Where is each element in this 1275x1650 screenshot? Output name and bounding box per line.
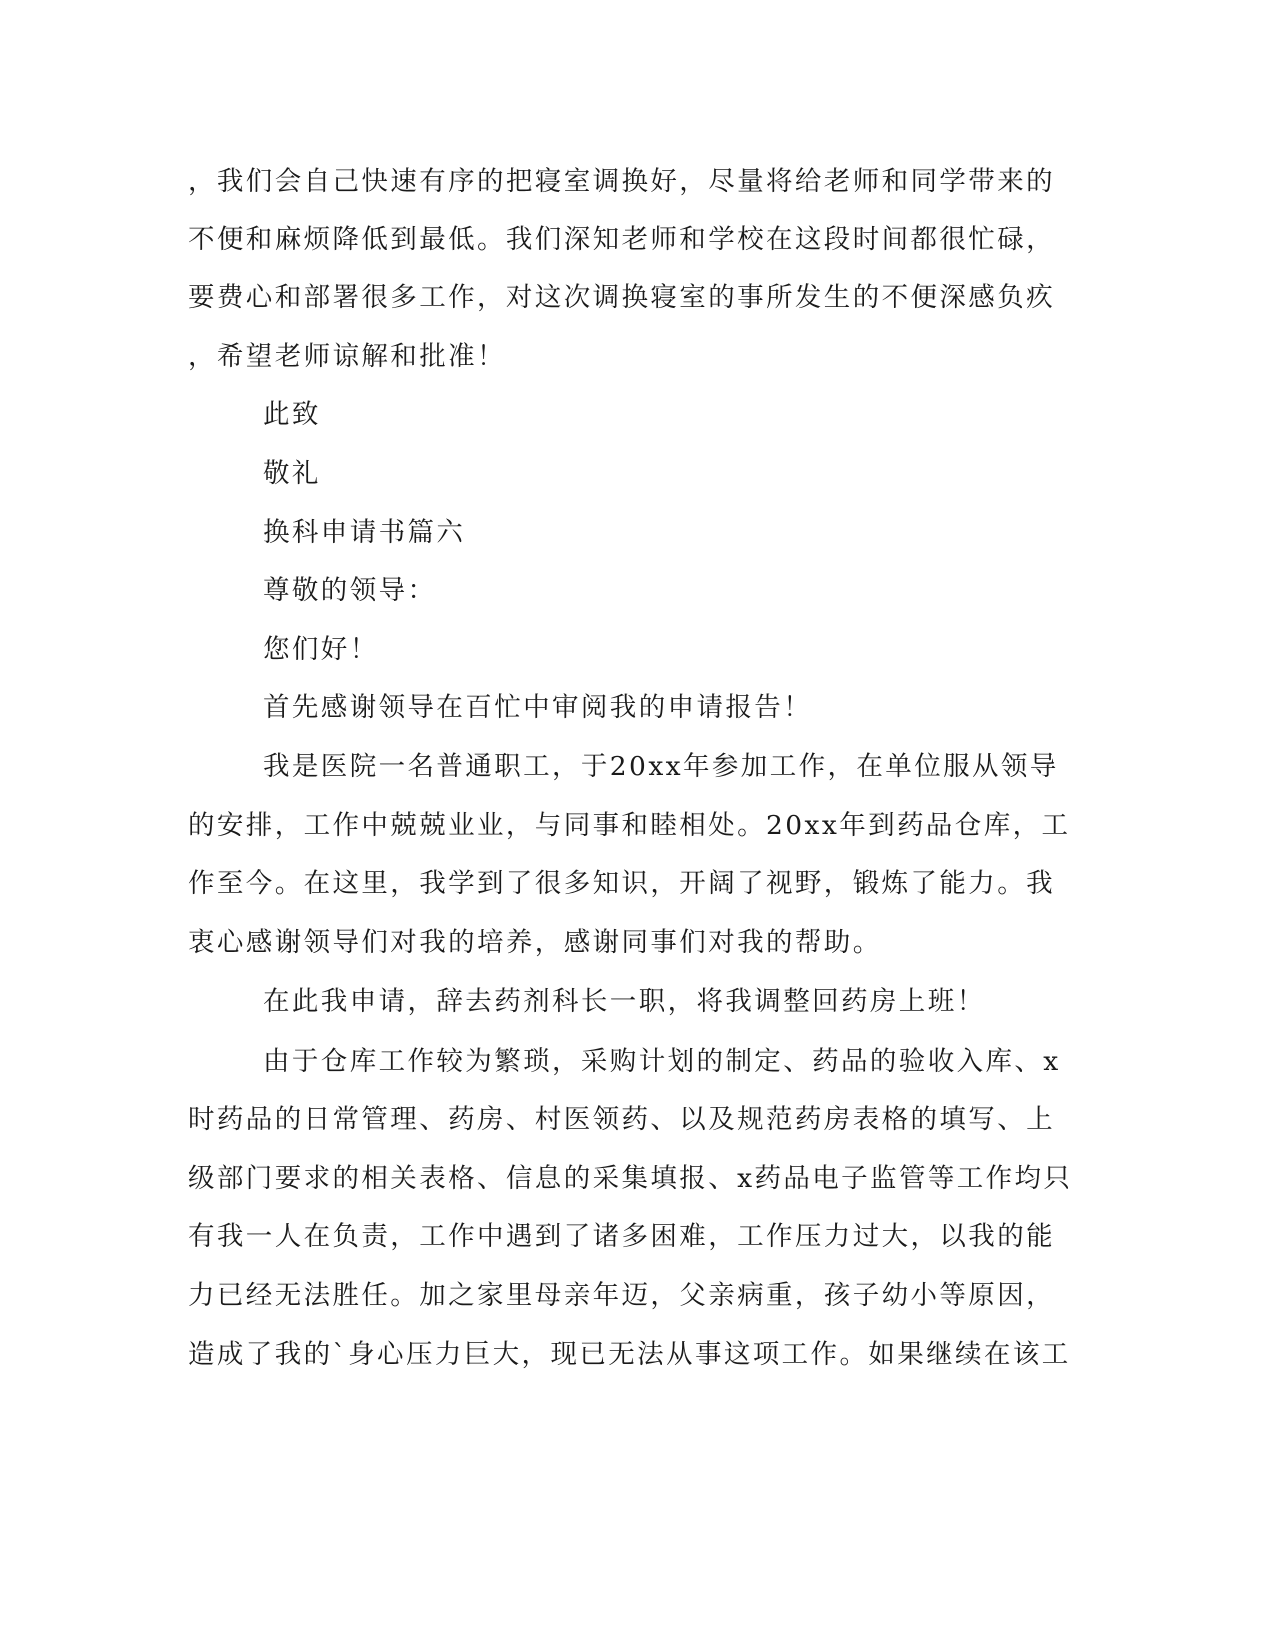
text-line: 在此我申请，辞去药剂科长一职，将我调整回药房上班！: [263, 986, 986, 1017]
section-heading: 换科申请书篇六: [263, 517, 466, 548]
closing-phrase: 此致: [263, 399, 321, 430]
text-line: 级部门要求的相关表格、信息的采集填报、x药品电子监管等工作均只: [188, 1163, 1073, 1194]
salutation: 尊敬的领导：: [263, 575, 437, 606]
text-line: 作至今。在这里，我学到了很多知识，开阔了视野，锻炼了能力。我: [188, 868, 1055, 899]
greeting: 您们好！: [263, 634, 379, 665]
text-line: 造成了我的`身心压力巨大，现已无法从事这项工作。如果继续在该工: [188, 1339, 1071, 1370]
text-line: 衷心感谢领导们对我的培养，感谢同事们对我的帮助。: [188, 927, 882, 958]
text-line: 力已经无法胜任。加之家里母亲年迈，父亲病重，孩子幼小等原因，: [188, 1280, 1055, 1311]
text-line: 的安排，工作中兢兢业业，与同事和睦相处。20xx年到药品仓库，工: [188, 810, 1071, 841]
text-line: 不便和麻烦降低到最低。我们深知老师和学校在这段时间都很忙碌，: [188, 224, 1055, 255]
text-line: ，我们会自己快速有序的把寝室调换好，尽量将给老师和同学带来的: [188, 166, 1055, 197]
text-line: 首先感谢领导在百忙中审阅我的申请报告！: [263, 692, 813, 723]
text-line: 我是医院一名普通职工，于20xx年参加工作，在单位服从领导: [263, 751, 1059, 782]
text-line: 时药品的日常管理、药房、村医领药、以及规范药房表格的填写、上: [188, 1104, 1055, 1135]
closing-salutation: 敬礼: [263, 458, 321, 489]
text-line: 要费心和部署很多工作，对这次调换寝室的事所发生的不便深感负疚: [188, 282, 1055, 313]
text-line: 由于仓库工作较为繁琐，采购计划的制定、药品的验收入库、x: [263, 1046, 1061, 1077]
text-line: ，希望老师谅解和批准！: [188, 341, 506, 372]
text-line: 有我一人在负责，工作中遇到了诸多困难，工作压力过大，以我的能: [188, 1221, 1055, 1252]
